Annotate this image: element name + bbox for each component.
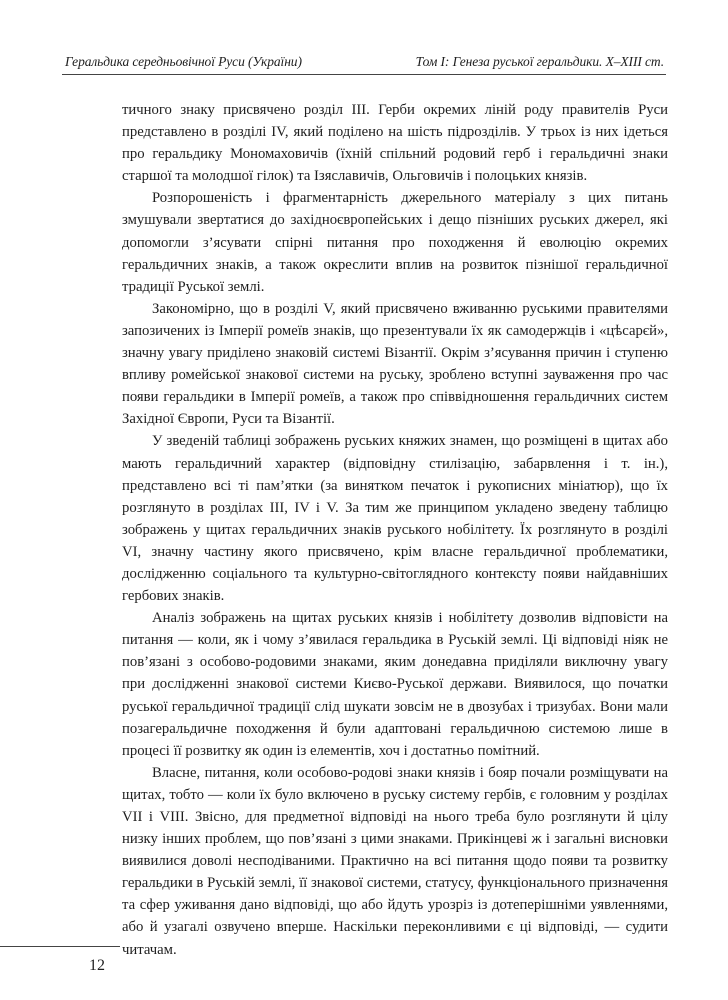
paragraph: Закономірно, що в розділі V, який присвячено вживанню руськими правителями запозичених із Імперії ромеїв знаків, що презентували їх як самодержців і «цѣсарєй», значну увагу приділено знаковій системі Візантії. Окрім з’ясування причин і ступеню впливу ромейської знакової системи на руську, зроблено вступні зауваження про час появи геральдики в Імперії ромеїв, а також про співвідношення геральдичних систем Західної Європи, Руси та Візантії. <box>122 300 668 428</box>
running-header <box>62 52 666 75</box>
header-volume-title: Том I: Генеза руської геральдики. X–XIII ст. <box>415 54 664 69</box>
page-number: 12 <box>89 957 105 974</box>
paragraph: Аналіз зображень на щитах руських князів і нобілітету дозволив відповісти на питання — коли, як і чому з’явилася геральдика в Руській землі. Ці відповіді ніяк не пов’язані з особово-родовими знаками, яким донедавна приділяли виключну увагу при дослідженні знакової системи Києво-Руської держави. Виявилося, що початки руської геральдичної традиції слід шукати зовсім не в двозубах і тризубах. Вони мали позагеральдичне походження й були адаптовані геральдичною системою лише в процесі її розвитку як один із елементів, хоч і достатньо помітний. <box>122 610 668 759</box>
paragraph: Власне, питання, коли особово-родові знаки князів і бояр почали розміщувати на щитах, тобто — коли їх було включено в руську систему гербів, є головним у розділах VII і VIII. Звісно, для предметної відповіді на нього треба було розглянути й цілу низку інших проблем, що пов’язані з цими знаками. Прикінцеві ж і загальні висновки виявилися доволі несподіваними. Практично на всі питання щодо появи та розвитку геральдики в Руській землі, її знакової системи, статусу, функціонального призначення та сфер уживання дано відповіді, що або йдуть урозріз із дотеперішніми уявленнями, або й узагалі озвучено вперше. Наскільки переконливими є ці відповіді, — судити читачам. <box>122 764 668 958</box>
footer-rule <box>0 946 120 947</box>
body-text <box>122 99 668 961</box>
paragraph: тичного знаку присвячено розділ III. Герби окремих ліній роду правителів Руси представлено в розділі IV, який поділено на шість підрозділів. У трьох із них ідеться про геральдику Мономаховичів (їхній спільний родовий герб і геральдичні знаки старшої та молодшої гілок) та Ізяславичів, Ольговичів і полоцьких князів. <box>122 102 668 185</box>
paragraph: У зведеній таблиці зображень руських княжих знамен, що розміщені в щитах або мають геральдичний характер (відповідну стилізацію, забарвлення і т. ін.), представлено всі ті пам’ятки (за винятком печаток і рукописних мініатюр), що їх розглянуто в розділах III, IV і V. За тим же принципом укладено зведену таблицю зображень у щитах геральдичних знаків руського нобілітету. Їх розглянуто в розділі VI, значну частину якого присвячено, крім власне геральдичної проблематики, дослідженню соціального та культурно-світоглядного контексту появи найдавніших гербових знаків. <box>122 433 668 605</box>
header-book-title: Геральдика середньовічної Руси (України) <box>65 54 302 69</box>
paragraph: Розпорошеність і фрагментарність джерельного матеріалу з цих питань змушували звертатися до західноєвропейських і дещо пізніших руських джерел, які допомогли з’ясувати спірні питання про походження й еволюцію окремих геральдичних знаків, а також окреслити вплив на розвиток пізнішої геральдичної традиції Руської землі. <box>122 190 668 295</box>
